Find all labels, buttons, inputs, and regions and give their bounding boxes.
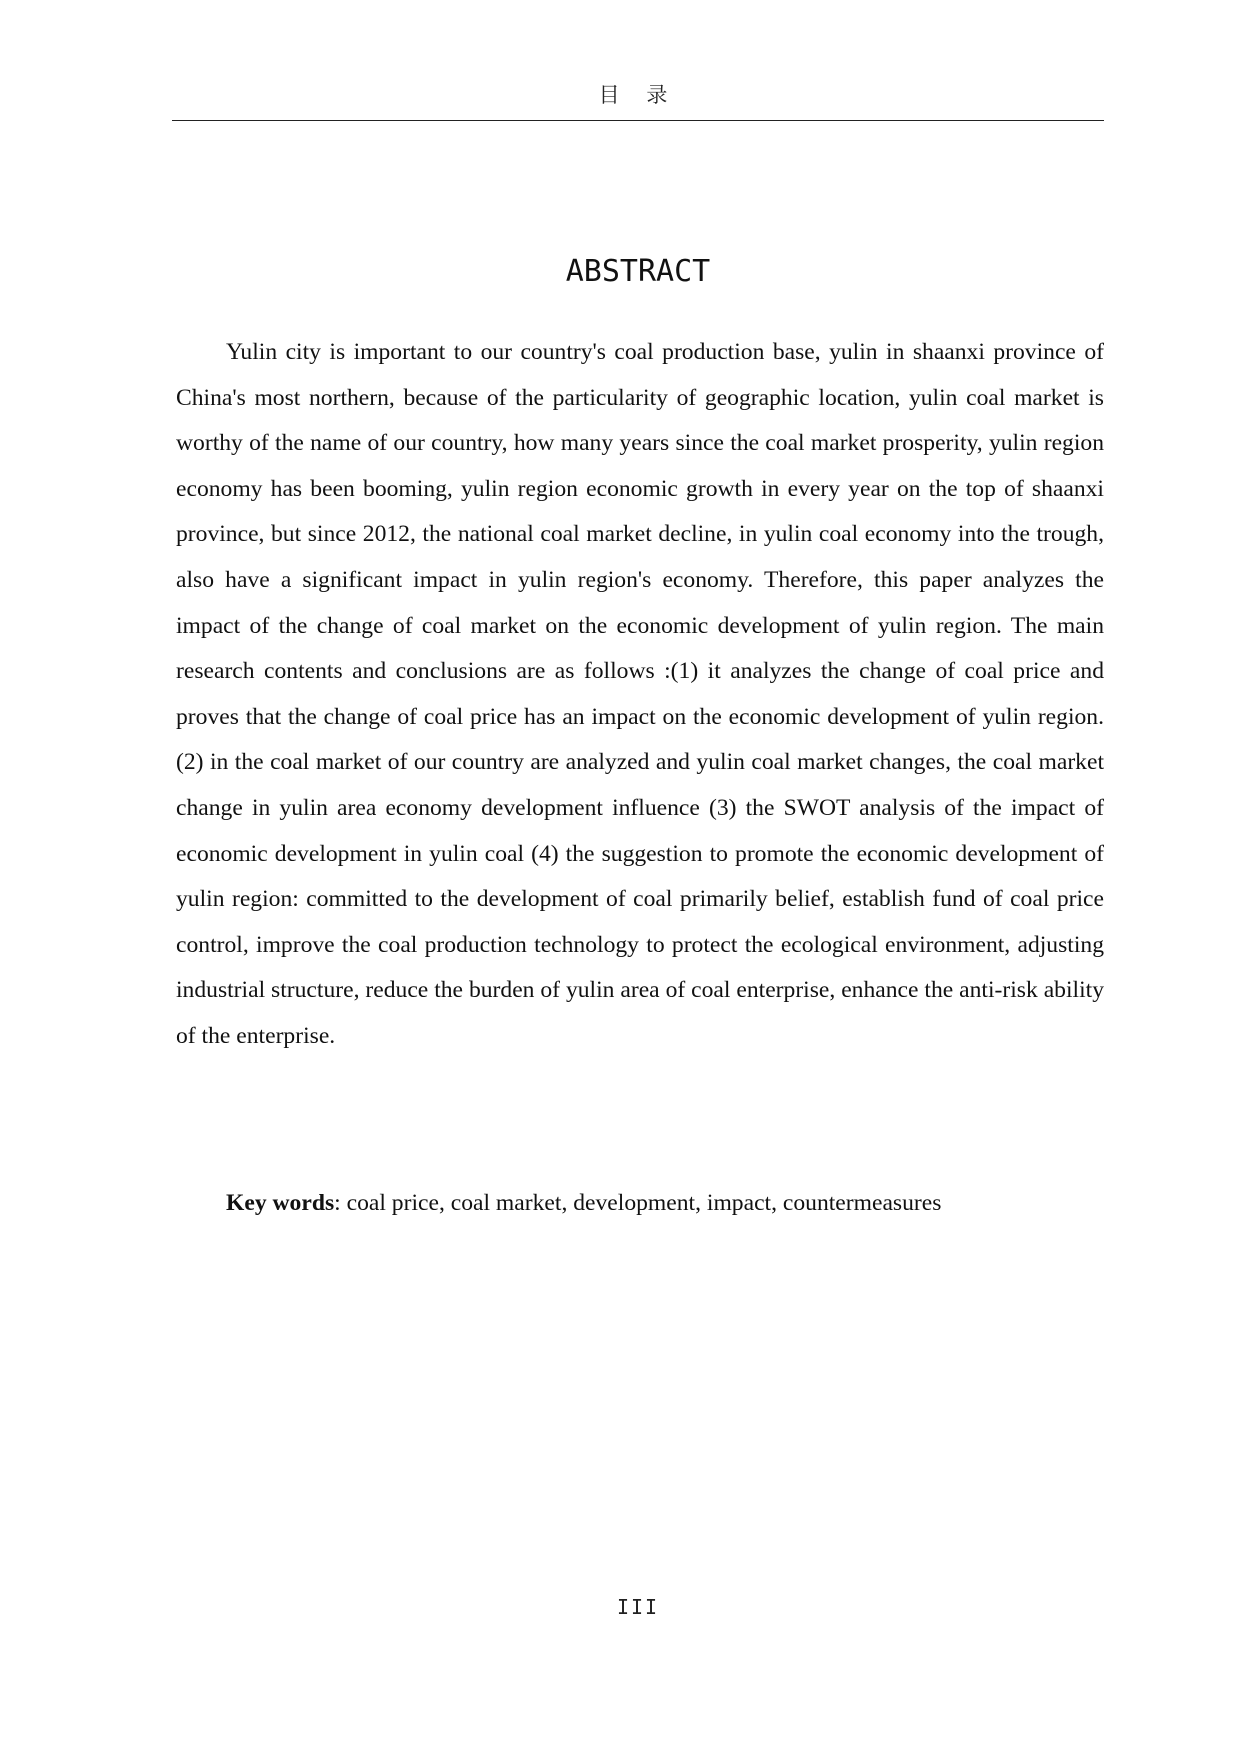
keywords-line [226,1184,1104,1222]
keywords-label: Key words [226,1190,335,1216]
running-header: 目 录 [172,82,1104,121]
abstract-body: Yulin city is important to our country's coal production base, yulin in shaanxi province of China's most northern, because of the particularity of geographic location, yulin coal market is worthy of the name of our country, how many years since the coal market prosperity, yulin region economy has been booming, yulin region economic growth in every year on the top of shaanxi province, but since 2012, the national coal market decline, in yulin coal economy into the trough, also have a significant impact in yulin region's economy. Therefore, this paper analyzes the impact of the change of coal market on the economic development of yulin region. The main research contents and conclusions are as follows :(1) it analyzes the change of coal price and proves that the change of coal price has an impact on the economic development of yulin region. (2) in the coal market of our country are analyzed and yulin coal market changes, the coal market change in yulin area economy development influence (3) the SWOT analysis of the impact of economic development in yulin coal (4) the suggestion to promote the economic development of yulin region: committed to the development of coal primarily belief, establish fund of coal price control, improve the coal production technology to protect the ecological environment, adjusting industrial structure, reduce the burden of yulin area of coal enterprise, enhance the anti-risk ability of the enterprise. [176,339,1104,1049]
keywords-value: : coal price, coal market, development, impact, countermeasures [334,1190,942,1216]
page-number: III [616,1595,660,1619]
abstract-title: ABSTRACT [565,254,711,289]
